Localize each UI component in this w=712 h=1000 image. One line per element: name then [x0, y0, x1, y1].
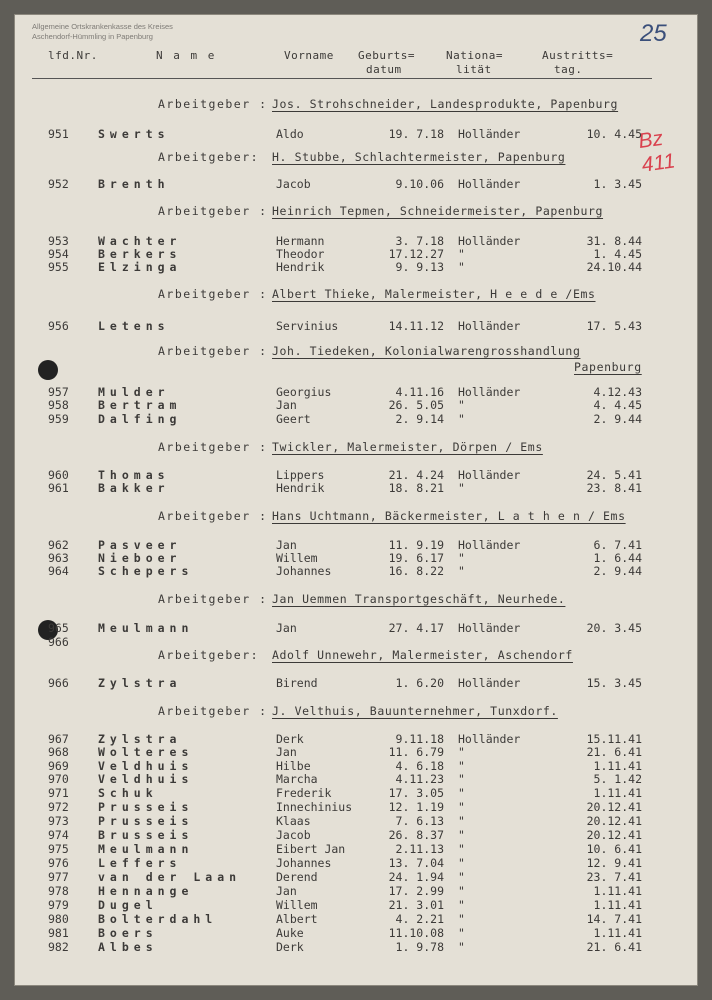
- first-name: Frederik: [276, 786, 332, 800]
- row-number: 966: [48, 676, 69, 690]
- surname: Dugel: [98, 898, 158, 912]
- birth-date: 3. 7.18: [395, 234, 444, 248]
- header-austrittstag: Austritts=: [542, 49, 614, 62]
- table-row: [14, 926, 698, 939]
- employer-label: Arbeitgeber :: [158, 592, 268, 606]
- table-row: [14, 842, 698, 855]
- row-number: 958: [48, 398, 69, 412]
- surname: Berkers: [98, 247, 182, 261]
- exit-date: 5. 1.42: [593, 772, 642, 786]
- page-number: 25: [640, 20, 667, 47]
- exit-date: 1. 6.44: [593, 551, 642, 565]
- surname: Meulmann: [98, 842, 194, 856]
- employer-name: Jos. Strohschneider, Landesprodukte, Papenburg: [272, 97, 619, 111]
- header-divider: [32, 78, 652, 79]
- insurance-stamp: [32, 22, 173, 42]
- employer-name: H. Stubbe, Schlachtermeister, Papenburg: [272, 150, 566, 164]
- birth-date: 19. 6.17: [388, 551, 444, 565]
- first-name: Derend: [276, 870, 318, 884]
- nationality: ": [458, 412, 465, 426]
- birth-date: 17.12.27: [388, 247, 444, 261]
- exit-date: 21. 6.41: [586, 745, 642, 759]
- exit-date: 17. 5.43: [586, 319, 642, 333]
- header-nationalitaet-2: lität: [456, 63, 492, 76]
- first-name: Servinius: [276, 319, 339, 333]
- first-name: Hermann: [276, 234, 325, 248]
- nationality: Holländer: [458, 676, 521, 690]
- first-name: Innechinius: [276, 800, 353, 814]
- first-name: Jacob: [276, 828, 311, 842]
- exit-date: 1.11.41: [593, 786, 642, 800]
- employer-name: Adolf Unnewehr, Malermeister, Aschendorf: [272, 648, 573, 662]
- table-row: [14, 745, 698, 758]
- birth-date: 7. 6.13: [395, 814, 444, 828]
- row-number: 968: [48, 745, 69, 759]
- nationality: ": [458, 940, 465, 954]
- birth-date: 11.10.08: [388, 926, 444, 940]
- table-row: [14, 800, 698, 813]
- nationality: Holländer: [458, 538, 521, 552]
- row-number: 954: [48, 247, 69, 261]
- nationality: ": [458, 772, 465, 786]
- birth-date: 26. 8.37: [388, 828, 444, 842]
- exit-date: 2. 9.44: [593, 412, 642, 426]
- birth-date: 27. 4.17: [388, 621, 444, 635]
- table-row: [14, 870, 698, 883]
- header-name: N a m e: [156, 49, 217, 62]
- row-number: 964: [48, 564, 69, 578]
- row-number: 952: [48, 177, 69, 191]
- first-name: Hilbe: [276, 759, 311, 773]
- nationality: ": [458, 898, 465, 912]
- header-vorname: Vorname: [284, 49, 334, 62]
- nationality: Holländer: [458, 177, 521, 191]
- nationality: ": [458, 912, 465, 926]
- birth-date: 26. 5.05: [388, 398, 444, 412]
- exit-date: 4.12.43: [593, 385, 642, 399]
- surname: Bakker: [98, 481, 170, 495]
- row-number: 975: [48, 842, 69, 856]
- row-number: 973: [48, 814, 69, 828]
- table-row: [14, 481, 698, 494]
- row-number: 979: [48, 898, 69, 912]
- row-number: 961: [48, 481, 69, 495]
- surname: Pasveer: [98, 538, 182, 552]
- nationality: ": [458, 247, 465, 261]
- surname: Meulmann: [98, 621, 194, 635]
- row-number: 982: [48, 940, 69, 954]
- surname: Wachter: [98, 234, 182, 248]
- header-nationalitaet: Nationa=: [446, 49, 503, 62]
- surname: Veldhuis: [98, 772, 194, 786]
- first-name: Hendrik: [276, 260, 325, 274]
- exit-date: 15.11.41: [586, 732, 642, 746]
- surname: Hennange: [98, 884, 194, 898]
- row-number: 955: [48, 260, 69, 274]
- birth-date: 21. 4.24: [388, 468, 444, 482]
- exit-date: 24. 5.41: [586, 468, 642, 482]
- birth-date: 4.11.16: [395, 385, 444, 399]
- birth-date: 9.10.06: [395, 177, 444, 191]
- table-row: [14, 319, 698, 332]
- employer-name: Albert Thieke, Malermeister, H e e d e /Ems: [272, 287, 596, 301]
- header-austrittstag-2: tag.: [554, 63, 583, 76]
- birth-date: 13. 7.04: [388, 856, 444, 870]
- table-row: [14, 814, 698, 827]
- surname: Prusseis: [98, 814, 194, 828]
- first-name: Willem: [276, 898, 318, 912]
- nationality: ": [458, 856, 465, 870]
- nationality: ": [458, 786, 465, 800]
- first-name: Klaas: [276, 814, 311, 828]
- table-row: [14, 856, 698, 869]
- birth-date: 1. 6.20: [395, 676, 444, 690]
- exit-date: 1. 4.45: [593, 247, 642, 261]
- birth-date: 17. 2.99: [388, 884, 444, 898]
- surname: van der Laan: [98, 870, 242, 884]
- row-number: 969: [48, 759, 69, 773]
- exit-date: 20.12.41: [586, 828, 642, 842]
- table-row: [14, 398, 698, 411]
- surname: Elzinga: [98, 260, 182, 274]
- first-name: Aldo: [276, 127, 304, 141]
- exit-date: 1. 3.45: [593, 177, 642, 191]
- surname: Wolteres: [98, 745, 194, 759]
- first-name: Jan: [276, 538, 297, 552]
- surname: Leffers: [98, 856, 182, 870]
- birth-date: 4.11.23: [395, 772, 444, 786]
- row-number: 976: [48, 856, 69, 870]
- exit-date: 1.11.41: [593, 884, 642, 898]
- exit-date: 4. 4.45: [593, 398, 642, 412]
- row-number: 974: [48, 828, 69, 842]
- row-number: 978: [48, 884, 69, 898]
- nationality: ": [458, 260, 465, 274]
- first-name: Marcha: [276, 772, 318, 786]
- header-geburtsdatum: Geburts=: [358, 49, 415, 62]
- row-number: 957: [48, 385, 69, 399]
- birth-date: 2. 9.14: [395, 412, 444, 426]
- first-name: Jacob: [276, 177, 311, 191]
- row-number: 970: [48, 772, 69, 786]
- birth-date: 18. 8.21: [388, 481, 444, 495]
- nationality: Holländer: [458, 319, 521, 333]
- employer-label: Arbeitgeber :: [158, 287, 268, 301]
- surname: Letens: [98, 319, 170, 333]
- birth-date: 11. 6.79: [388, 745, 444, 759]
- nationality: Holländer: [458, 621, 521, 635]
- birth-date: 11. 9.19: [388, 538, 444, 552]
- table-row: [14, 772, 698, 785]
- stamp-line: Allgemeine Ortskrankenkasse des Kreises: [32, 22, 173, 31]
- surname: Albes: [98, 940, 158, 954]
- employer-label: Arbeitgeber:: [158, 150, 260, 164]
- employer-name: Jan Uemmen Transportgeschäft, Neurhede.: [272, 592, 566, 606]
- first-name: Jan: [276, 884, 297, 898]
- nationality: Holländer: [458, 385, 521, 399]
- birth-date: 4. 2.21: [395, 912, 444, 926]
- surname: Bolterdahl: [98, 912, 218, 926]
- table-row: [14, 260, 698, 273]
- employer-name: Twickler, Malermeister, Dörpen / Ems: [272, 440, 543, 454]
- nationality: Holländer: [458, 234, 521, 248]
- table-row: [14, 468, 698, 481]
- nationality: ": [458, 564, 465, 578]
- nationality: ": [458, 828, 465, 842]
- table-row: [14, 732, 698, 745]
- surname: Boers: [98, 926, 158, 940]
- nationality: ": [458, 759, 465, 773]
- employer-label: Arbeitgeber :: [158, 344, 268, 358]
- nationality: ": [458, 814, 465, 828]
- first-name: Auke: [276, 926, 304, 940]
- table-row: [14, 385, 698, 398]
- exit-date: 23. 8.41: [586, 481, 642, 495]
- row-number: 967: [48, 732, 69, 746]
- first-name: Geert: [276, 412, 311, 426]
- surname: Schepers: [98, 564, 194, 578]
- row-number: 959: [48, 412, 69, 426]
- table-row: [14, 621, 698, 634]
- table-row: [14, 127, 698, 140]
- row-number: 965: [48, 621, 69, 635]
- exit-date: 15. 3.45: [586, 676, 642, 690]
- table-row: [14, 898, 698, 911]
- nationality: ": [458, 800, 465, 814]
- nationality: ": [458, 398, 465, 412]
- exit-date: 24.10.44: [586, 260, 642, 274]
- birth-date: 9.11.18: [395, 732, 444, 746]
- first-name: Albert: [276, 912, 318, 926]
- table-row: [14, 564, 698, 577]
- surname: Zylstra: [98, 732, 182, 746]
- first-name: Jan: [276, 398, 297, 412]
- first-name: Willem: [276, 551, 318, 565]
- stamp-line: Aschendorf-Hümmling in Papenburg: [32, 32, 153, 41]
- exit-date: 6. 7.41: [593, 538, 642, 552]
- row-number: 956: [48, 319, 69, 333]
- surname: Swerts: [98, 127, 170, 141]
- employer-label: Arbeitgeber :: [158, 509, 268, 523]
- birth-date: 16. 8.22: [388, 564, 444, 578]
- birth-date: 24. 1.94: [388, 870, 444, 884]
- exit-date: 1.11.41: [593, 759, 642, 773]
- header-geburtsdatum-2: datum: [366, 63, 402, 76]
- first-name: Johannes: [276, 856, 332, 870]
- surname: Zylstra: [98, 676, 182, 690]
- birth-date: 12. 1.19: [388, 800, 444, 814]
- row-number: 966: [48, 635, 69, 649]
- table-row: [14, 635, 698, 648]
- first-name: Hendrik: [276, 481, 325, 495]
- table-row: [14, 884, 698, 897]
- employer-name: Joh. Tiedeken, Kolonialwarengrosshandlung: [272, 344, 581, 358]
- surname: Veldhuis: [98, 759, 194, 773]
- row-number: 962: [48, 538, 69, 552]
- first-name: Birend: [276, 676, 318, 690]
- punch-hole: [38, 360, 58, 380]
- nationality: ": [458, 745, 465, 759]
- birth-date: 4. 6.18: [395, 759, 444, 773]
- row-number: 972: [48, 800, 69, 814]
- exit-date: 31. 8.44: [586, 234, 642, 248]
- table-row: [14, 786, 698, 799]
- exit-date: 2. 9.44: [593, 564, 642, 578]
- surname: Brusseis: [98, 828, 194, 842]
- employer-label: Arbeitgeber :: [158, 204, 268, 218]
- employer-name: Hans Uchtmann, Bäckermeister, L a t h e n / Ems: [272, 509, 626, 523]
- table-row: [14, 676, 698, 689]
- first-name: Jan: [276, 745, 297, 759]
- row-number: 981: [48, 926, 69, 940]
- exit-date: 1.11.41: [593, 898, 642, 912]
- employer-label: Arbeitgeber :: [158, 704, 268, 718]
- birth-date: 2.11.13: [395, 842, 444, 856]
- row-number: 960: [48, 468, 69, 482]
- nationality: Holländer: [458, 732, 521, 746]
- exit-date: 10. 4.45: [586, 127, 642, 141]
- row-number: 953: [48, 234, 69, 248]
- birth-date: 9. 9.13: [395, 260, 444, 274]
- employer-name: J. Velthuis, Bauunternehmer, Tunxdorf.: [272, 704, 558, 718]
- nationality: Holländer: [458, 468, 521, 482]
- table-row: [14, 551, 698, 564]
- margin-note: Bz 411: [636, 126, 677, 177]
- header-lfd-nr: lfd.Nr.: [48, 49, 98, 62]
- surname: Nieboer: [98, 551, 182, 565]
- table-row: [14, 412, 698, 425]
- table-row: [14, 234, 698, 247]
- row-number: 963: [48, 551, 69, 565]
- employer-label: Arbeitgeber :: [158, 97, 268, 111]
- surname: Brenth: [98, 177, 170, 191]
- birth-date: 19. 7.18: [388, 127, 444, 141]
- table-row: [14, 538, 698, 551]
- first-name: Derk: [276, 940, 304, 954]
- row-number: 977: [48, 870, 69, 884]
- table-row: [14, 828, 698, 841]
- surname: Thomas: [98, 468, 170, 482]
- employer-label: Arbeitgeber:: [158, 648, 260, 662]
- nationality: ": [458, 842, 465, 856]
- first-name: Eibert Jan: [276, 842, 346, 856]
- nationality: Holländer: [458, 127, 521, 141]
- exit-date: 20. 3.45: [586, 621, 642, 635]
- nationality: ": [458, 870, 465, 884]
- exit-date: 20.12.41: [586, 814, 642, 828]
- birth-date: 17. 3.05: [388, 786, 444, 800]
- employer-label: Arbeitgeber :: [158, 440, 268, 454]
- exit-date: 20.12.41: [586, 800, 642, 814]
- exit-date: 21. 6.41: [586, 940, 642, 954]
- table-row: [14, 177, 698, 190]
- exit-date: 10. 6.41: [586, 842, 642, 856]
- first-name: Derk: [276, 732, 304, 746]
- birth-date: 1. 9.78: [395, 940, 444, 954]
- table-row: [14, 247, 698, 260]
- exit-date: 23. 7.41: [586, 870, 642, 884]
- table-row: [14, 759, 698, 772]
- first-name: Theodor: [276, 247, 325, 261]
- table-row: [14, 912, 698, 925]
- exit-date: 1.11.41: [593, 926, 642, 940]
- nationality: ": [458, 884, 465, 898]
- nationality: ": [458, 926, 465, 940]
- nationality: ": [458, 551, 465, 565]
- surname: Schuk: [98, 786, 158, 800]
- nationality: ": [458, 481, 465, 495]
- exit-date: 14. 7.41: [586, 912, 642, 926]
- birth-date: 14.11.12: [388, 319, 444, 333]
- row-number: 980: [48, 912, 69, 926]
- first-name: Johannes: [276, 564, 332, 578]
- surname: Dalfing: [98, 412, 182, 426]
- row-number: 971: [48, 786, 69, 800]
- exit-date: 12. 9.41: [586, 856, 642, 870]
- surname: Prusseis: [98, 800, 194, 814]
- surname: Mulder: [98, 385, 170, 399]
- first-name: Lippers: [276, 468, 325, 482]
- first-name: Georgius: [276, 385, 332, 399]
- document-page: [14, 14, 698, 986]
- first-name: Jan: [276, 621, 297, 635]
- row-number: 951: [48, 127, 69, 141]
- birth-date: 21. 3.01: [388, 898, 444, 912]
- surname: Bertram: [98, 398, 182, 412]
- employer-name: Heinrich Tepmen, Schneidermeister, Papenburg: [272, 204, 604, 218]
- table-row: [14, 940, 698, 953]
- employer-name-continued: Papenburg: [574, 360, 642, 374]
